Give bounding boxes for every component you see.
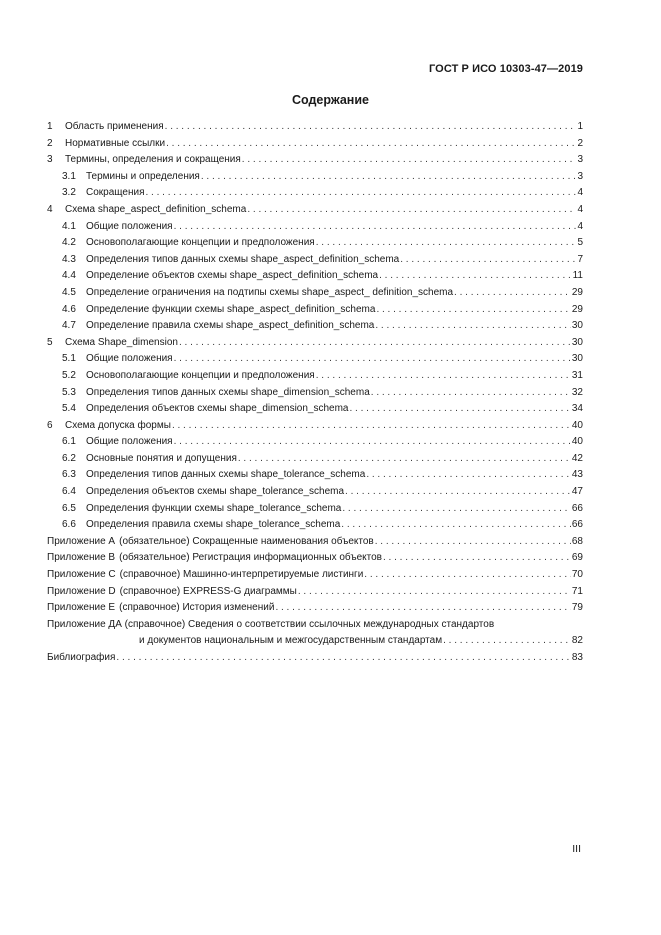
toc-entry-label: Общие положения	[86, 220, 173, 232]
toc-dot-leader	[242, 152, 577, 169]
toc-entry-number: Приложение ДА	[47, 618, 122, 630]
toc-entry-label: Определения типов данных схемы shape_tolerance_schema	[86, 469, 366, 481]
toc-entry-number: 6.5	[62, 502, 76, 514]
toc-dot-leader	[454, 285, 571, 302]
toc-dot-leader	[342, 501, 571, 518]
toc-entry[interactable]	[47, 467, 583, 484]
toc-dot-leader	[201, 169, 577, 186]
toc-entry-number: Приложение В	[47, 552, 116, 564]
toc-entry-label: Основополагающие концепции и предположения	[86, 237, 315, 249]
toc-entry[interactable]	[47, 550, 583, 567]
toc-entry-label: Схема допуска формы	[65, 419, 171, 431]
toc-entry-page: 7	[577, 253, 583, 265]
toc-entry-label: Определения функции схемы shape_tolerance_schema	[86, 502, 342, 514]
toc-entry[interactable]	[47, 534, 583, 551]
toc-entry-number: 6.3	[62, 469, 76, 481]
toc-entry-label: (обязательное) Сокращенные наименования объектов	[119, 535, 374, 547]
toc-entry[interactable]	[47, 285, 583, 302]
toc-entry[interactable]	[47, 119, 583, 136]
toc-dot-leader	[350, 401, 571, 418]
toc-entry-page: 30	[571, 320, 583, 332]
toc-entry-label: Сокращения	[86, 187, 145, 199]
toc-entry[interactable]	[47, 418, 583, 435]
toc-entry-number: 5.1	[62, 353, 76, 365]
toc-entry-label: Библиография	[47, 652, 116, 663]
toc-entry-number: Приложение Е	[47, 602, 116, 614]
toc-entry-page: 66	[571, 502, 583, 514]
toc-entry-label: Определение объектов схемы shape_aspect_definition_schema	[86, 270, 379, 282]
toc-entry-label: (справочное) Машинно-интерпретируемые листинги	[119, 569, 364, 581]
toc-entry-page: 82	[571, 635, 583, 647]
page-title: Содержание	[291, 93, 369, 107]
toc-entry-label: (обязательное) Регистрация информационных объектов	[119, 552, 382, 564]
toc-entry-number: 6.6	[62, 519, 76, 531]
toc-entry-page: 30	[571, 336, 583, 348]
toc-dot-leader	[166, 136, 576, 153]
toc-dot-leader	[364, 567, 571, 584]
toc-entry-page: 70	[571, 569, 583, 581]
toc-entry[interactable]	[47, 302, 583, 319]
toc-dot-leader	[116, 650, 570, 667]
toc-entry-page: 43	[571, 469, 583, 481]
toc-entry-label: Определение ограничения на подтипы схемы shape_aspect_ definition_schema	[86, 286, 454, 298]
toc-entry[interactable]	[47, 434, 583, 451]
toc-entry-number: 4.4	[62, 270, 76, 282]
toc-entry-label: Термины и определения	[86, 170, 200, 182]
toc-entry[interactable]	[47, 385, 583, 402]
toc-entry-number: 5.3	[62, 386, 76, 398]
toc-dot-leader	[345, 484, 571, 501]
toc-entry-number: 4.1	[62, 220, 76, 232]
toc-entry-number: 6.2	[62, 452, 76, 464]
toc-entry-label: Определение правила схемы shape_aspect_definition_schema	[86, 320, 375, 332]
toc-entry-number: 3.1	[62, 170, 76, 182]
toc-dot-leader	[443, 633, 571, 650]
toc-entry-page: 66	[571, 519, 583, 531]
toc-dot-leader	[174, 351, 571, 368]
toc-dot-leader	[238, 451, 571, 468]
toc-entry[interactable]	[47, 335, 583, 352]
toc-dot-leader	[165, 119, 577, 136]
toc-entry-number: 6	[47, 419, 53, 431]
toc-dot-leader	[298, 584, 571, 601]
toc-entry-page: 32	[571, 386, 583, 398]
toc-entry[interactable]	[47, 268, 583, 285]
toc-entry-page: 4	[577, 220, 583, 232]
toc-dot-leader	[247, 202, 576, 219]
toc-entry-number: 4.7	[62, 320, 76, 332]
toc-entry-number: 5	[47, 336, 53, 348]
toc-entry-page: 30	[571, 353, 583, 365]
toc-entry-page: 31	[571, 369, 583, 381]
toc-entry[interactable]	[47, 567, 583, 584]
toc-entry-page: 34	[571, 403, 583, 415]
toc-entry-label: Общие положения	[86, 353, 173, 365]
toc-entry[interactable]	[47, 351, 583, 368]
toc-entry-number: 5.4	[62, 403, 76, 415]
toc-dot-leader	[383, 550, 571, 567]
toc-entry-page: 40	[571, 419, 583, 431]
toc-entry[interactable]	[47, 517, 583, 534]
toc-entry-appendix-da[interactable]	[47, 617, 583, 650]
toc-dot-leader	[275, 600, 570, 617]
toc-entry-page: 71	[571, 585, 583, 597]
toc-entry-number: 3.2	[62, 187, 76, 199]
toc-entry-label: Нормативные ссылки	[65, 137, 166, 149]
toc-entry-number: 4.6	[62, 303, 76, 315]
toc-entry-number: 6.4	[62, 486, 76, 498]
toc-entry-number: Приложение С	[47, 569, 116, 581]
toc-entry[interactable]	[47, 318, 583, 335]
toc-entry[interactable]	[47, 136, 583, 153]
toc-entry-page: 3	[577, 154, 583, 166]
toc-entry-page: 69	[571, 552, 583, 564]
toc-entry[interactable]	[47, 584, 583, 601]
toc-entry-page: 29	[571, 286, 583, 298]
toc-entry[interactable]	[47, 252, 583, 269]
toc-entry[interactable]	[47, 235, 583, 252]
toc-entry-page: 2	[577, 137, 583, 149]
toc-entry-page: 4	[577, 203, 583, 215]
toc-entry-number: 3	[47, 154, 53, 166]
toc-dot-leader	[145, 185, 576, 202]
toc-entry-label: Определение функции схемы shape_aspect_definition_schema	[86, 303, 376, 315]
toc-entry-label: Определения типов данных схемы shape_dimension_schema	[86, 386, 370, 398]
toc-entry-number: Приложение D	[47, 585, 116, 597]
toc-entry[interactable]	[47, 152, 583, 169]
toc-entry-label: Основные понятия и допущения	[86, 452, 237, 464]
toc-entry-label: (справочное) EXPRESS-G диаграммы	[119, 585, 297, 597]
toc-dot-leader	[174, 434, 571, 451]
toc-entry-number: 2	[47, 137, 53, 149]
toc-entry-page: 1	[577, 121, 583, 132]
toc-entry-page: 3	[577, 170, 583, 182]
toc-entry-number: 4.5	[62, 286, 76, 298]
toc-entry-bibliography[interactable]	[47, 650, 583, 667]
toc-entry-page: 79	[571, 602, 583, 614]
toc-dot-leader	[366, 467, 571, 484]
toc-entry-number: 4.3	[62, 253, 76, 265]
toc-dot-leader	[174, 219, 577, 236]
toc-dot-leader	[371, 385, 571, 402]
toc-dot-leader	[179, 335, 571, 352]
toc-dot-leader	[375, 318, 571, 335]
toc-entry-label: Термины, определения и сокращения	[65, 154, 241, 166]
toc-entry-number: Приложение А	[47, 535, 116, 547]
toc-entry-page: 11	[572, 270, 583, 282]
table-of-contents	[47, 119, 583, 667]
document-standard-header: ГОСТ Р ИСО 10303-47—2019	[428, 63, 583, 75]
toc-entry[interactable]	[47, 451, 583, 468]
toc-entry-page: 42	[571, 452, 583, 464]
toc-dot-leader	[379, 268, 572, 285]
toc-entry[interactable]	[47, 484, 583, 501]
toc-entry[interactable]	[47, 368, 583, 385]
toc-entry-label: Основополагающие концепции и предположения	[86, 369, 315, 381]
toc-entry-number: 1	[47, 121, 53, 132]
toc-entry-label: Общие положения	[86, 436, 173, 448]
toc-entry-label-continued: и документов национальным и межгосударственным стандартам	[139, 635, 443, 647]
toc-entry-number: 4	[47, 203, 53, 215]
toc-dot-leader	[375, 534, 571, 551]
toc-entry-page: 5	[577, 237, 583, 249]
toc-entry-number: 6.1	[62, 436, 76, 448]
toc-entry-page: 4	[577, 187, 583, 199]
toc-entry-page: 83	[571, 652, 583, 663]
toc-entry[interactable]	[47, 185, 583, 202]
toc-entry[interactable]	[47, 401, 583, 418]
toc-entry-page: 29	[571, 303, 583, 315]
toc-dot-leader	[400, 252, 576, 269]
toc-entry-label: Определения объектов схемы shape_tolerance_schema	[86, 486, 345, 498]
toc-entry-label: Определения типов данных схемы shape_aspect_definition_schema	[86, 253, 400, 265]
toc-dot-leader	[341, 517, 571, 534]
page-number: III	[572, 843, 581, 855]
toc-entry-page: 68	[571, 535, 583, 547]
toc-entry[interactable]	[47, 202, 583, 219]
toc-entry[interactable]	[47, 600, 583, 617]
toc-dot-leader	[316, 368, 571, 385]
toc-entry[interactable]	[47, 169, 583, 186]
toc-entry-label: Определения объектов схемы shape_dimension_schema	[86, 403, 349, 415]
toc-dot-leader	[316, 235, 577, 252]
toc-dot-leader	[376, 302, 570, 319]
toc-entry-label: Область применения	[65, 121, 164, 132]
toc-entry[interactable]	[47, 501, 583, 518]
toc-entry-label: Определения правила схемы shape_tolerance_schema	[86, 519, 341, 531]
toc-entry-label: (справочное) Сведения о соответствии ссылочных международных стандартов	[124, 618, 495, 630]
toc-entry[interactable]	[47, 219, 583, 236]
toc-entry-number: 5.2	[62, 369, 76, 381]
toc-entry-label: (справочное) История изменений	[119, 602, 275, 614]
toc-entry-label: Схема shape_aspect_definition_schema	[65, 203, 247, 215]
toc-entry-page: 47	[571, 486, 583, 498]
toc-entry-page: 40	[571, 436, 583, 448]
toc-dot-leader	[172, 418, 571, 435]
toc-entry-label: Схема Shape_dimension	[65, 336, 178, 348]
toc-entry-number: 4.2	[62, 237, 76, 249]
